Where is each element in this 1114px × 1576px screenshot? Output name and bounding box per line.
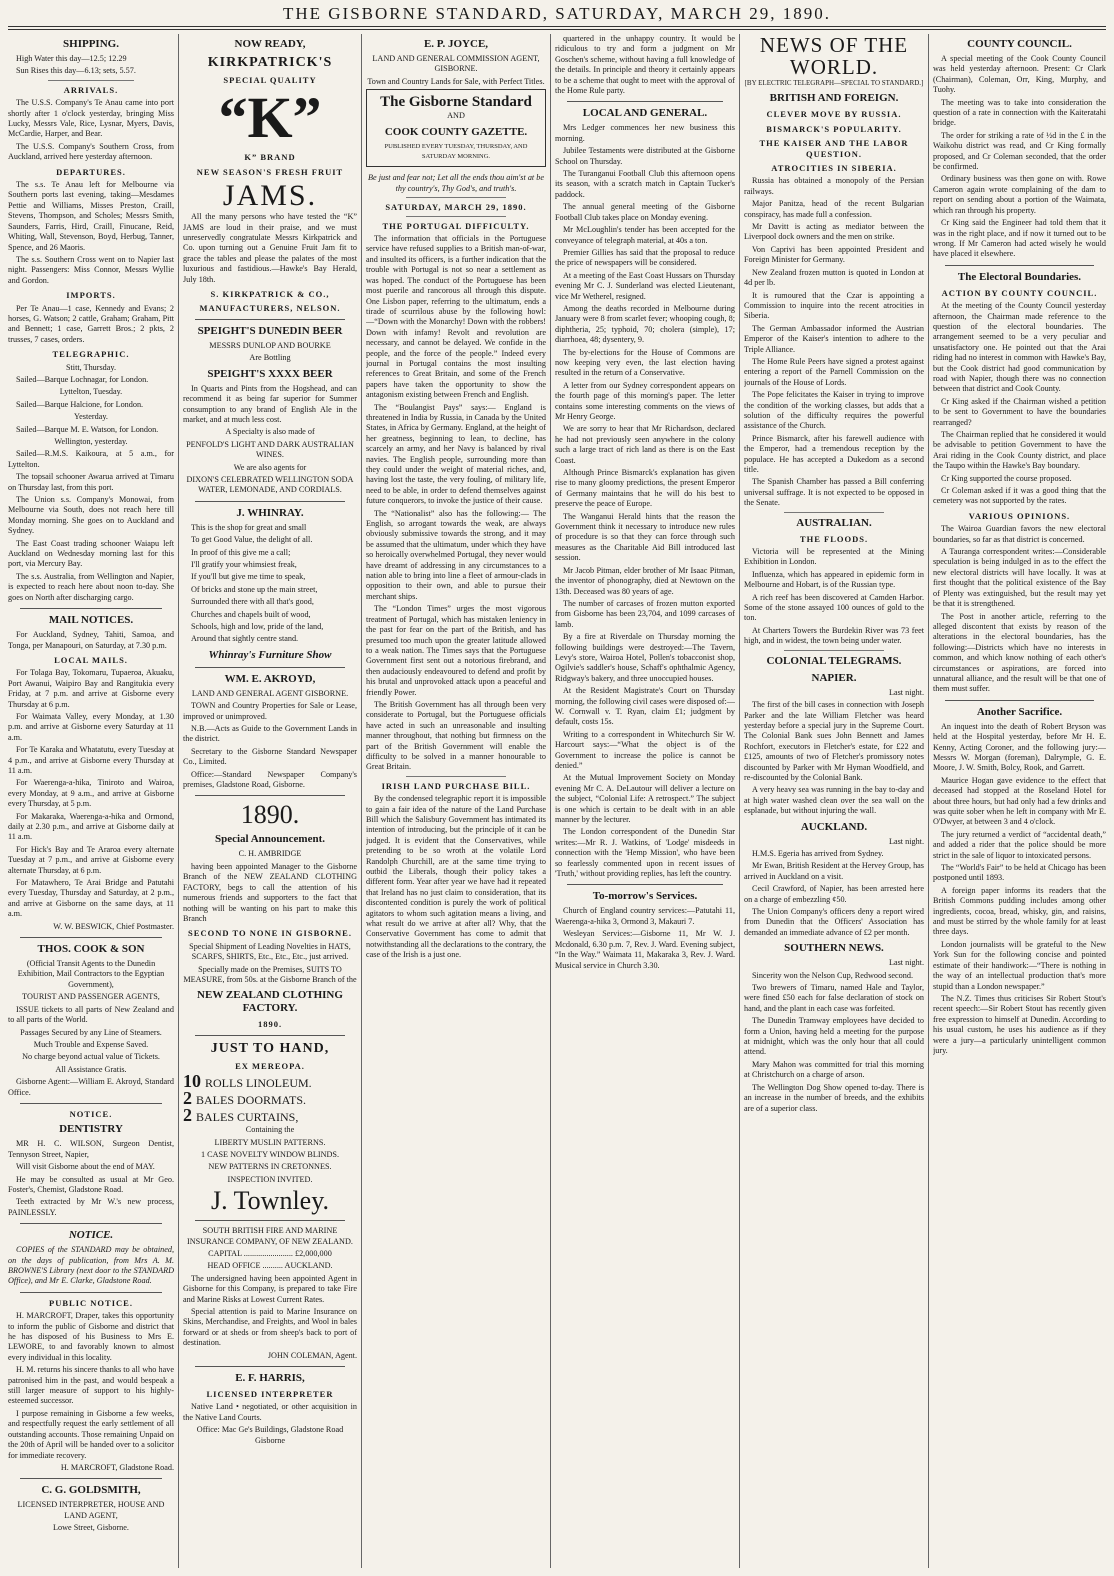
paragraph: A special meeting of the Cook County Council was held yesterday afternoon. Present: Cr Clark (Chairman), Coleman, Orr, King, Murphy, and Tuohy. xyxy=(933,54,1106,95)
paragraph: SOUTH BRITISH FIRE AND MARINE INSURANCE COMPANY, OF NEW ZEALAND. xyxy=(187,1226,353,1246)
paragraph: having been appointed Manager to the Gisborne Branch of the NEW ZEALAND CLOTHING FACTORY, begs to call the attention of his numerous friends and supporters to the fact that nothing will be wanting on his part to make this Branch xyxy=(183,861,357,923)
paragraph: The first of the bill cases in connection with Joseph Parker and the late William Fletcher was heard yesterday before a special jury in the Supreme Court. The Colonial Bank sues John Bennett and James Rochfort, executors in Fletcher's estate, for £22 and £125, amounts of two of Fletcher's promissory notes discounted by Parker with Mr Hyman Woodfield, and re-discounted by the Colonial Bank. xyxy=(744,700,924,782)
verse-line: Of bricks and stone up the main street, xyxy=(191,584,318,594)
ad-label: Whinray's Furniture Show xyxy=(208,648,332,661)
paragraph: Cr King supported the course proposed. xyxy=(941,473,1072,483)
verse-line: Churches and chapels built of wood, xyxy=(191,609,311,619)
paragraph: TOURIST AND PASSENGER AGENTS, xyxy=(22,992,160,1002)
paragraph: We are also agents for xyxy=(233,462,307,472)
ad-heading-harris: E. F. HARRIS, xyxy=(235,1372,305,1385)
paragraph: It is rumoured that the Czar is appointing a Commission to inquire into the recent atrocities in Siberia. xyxy=(744,290,924,321)
subheading: ATROCITIES IN SIBERIA. xyxy=(771,163,897,174)
paragraph: Among the deaths recorded in Melbourne during January were 8 from scarlet fever; whooping cough, 8; diphtheria, 25; typhoid, 70; cholera (simple), 17; diarrhoea, 48; dysentery, 9. xyxy=(555,303,735,345)
paragraph: The order for striking a rate of ½d in the £ in the Waikohu district was read, and Cr King formally proposed, and Cr Coleman seconded, that the order be confirmed. xyxy=(933,130,1106,172)
paragraph: A Tauranga correspondent writes:—Considerable speculation is being indulged in as to the effect the new electoral districts will have locally. It was at first thought that the political existence of the Bay of Plenty was extinguished, but the result may yet be that it is strengthened. xyxy=(933,547,1106,609)
paragraph: MESSRS DUNLOP AND BOURKE xyxy=(209,340,331,350)
verse-line: Around that sightly centre stand. xyxy=(191,634,299,644)
divider xyxy=(48,80,134,81)
divider xyxy=(406,776,506,777)
section-heading-shipping: SHIPPING. xyxy=(63,38,119,50)
paragraph: The Post in another article, referring to the alleged discontent that exists by reason of the alterations in the electoral boundaries, has the following:—Districts which have no interests in common, and which know nothing of each other's circumstances or aspirations, are forced into unnatural alliance, and the result will be that one of them must suffer. xyxy=(933,611,1106,694)
paragraph: The “London Times” urges the most vigorous treatment of Portugal, which has mistaken leniency in the past for fear on the part of the British, and has presumed too much upon the greater latitude allowed to a weak nation. The Times says that the Portuguese Government first sent out a notorious firebrand, and then audaciously endeavoured to defend and profit by his brutal and unprovoked attack upon a peaceful and friendly Power. xyxy=(366,604,546,697)
paragraph: INSPECTION INVITED. xyxy=(227,1174,313,1184)
subheading: BISMARCK'S POPULARITY. xyxy=(766,123,902,134)
verse-line: This is the shop for great and small xyxy=(191,522,307,532)
subheading-imports: IMPORTS. xyxy=(66,290,116,301)
verse-line: Surrounded there with all that's good, xyxy=(191,597,314,607)
paragraph: PENFOLD'S LIGHT AND DARK AUSTRALIAN WINES. xyxy=(186,439,354,460)
paragraph: Prince Bismarck, after his farewell audience with the Emperor, had a tremendous reception by the populace. He has accepted a Dukedom as a second title. xyxy=(744,433,924,474)
column-divider xyxy=(550,34,551,1568)
ad-heading-townley: J. Townley. xyxy=(210,1186,330,1216)
paragraph: CAPITAL ........................ £2,000,000 xyxy=(208,1249,332,1258)
paragraph: Although Prince Bismarck's explanation has given rise to many gloomy predictions, the present Emperor of Germany maintains that he will do his best to preserve the peace of Europe. xyxy=(555,468,735,509)
paragraph: Victoria will be represented at the Mining Exhibition in London. xyxy=(744,547,924,567)
ad-heading-jams: JAMS. xyxy=(222,179,318,213)
divider xyxy=(567,101,723,102)
section-heading-sacrifice: Another Sacrifice. xyxy=(976,705,1063,718)
dateline: Last night. xyxy=(888,687,924,697)
dateline: Yesterday. xyxy=(74,412,108,422)
list-item xyxy=(183,1105,357,1126)
ad-heading-whinray: J. WHINRAY. xyxy=(236,506,304,519)
paragraph: At the Resident Magistrate's Court on Thursday morning, the following civil cases were disposed of:—W. Cornwall v. T. Ryan, claim £1; judgment by default, costs 15s. xyxy=(555,686,735,727)
paragraph: Wesleyan Services:—Gisborne 11, Mr W. J. Mcdonald, 6.30 p.m. 7, Rev. J. Ward. Evening subject, “In the Way.” Waimata 11, Makaraka 3, Rev. J. Ward. Musical service in Church 3.30. xyxy=(555,929,735,970)
article-heading-portugal: THE PORTUGAL DIFFICULTY. xyxy=(382,220,530,231)
ad-label: 1890. xyxy=(257,1019,283,1030)
masthead-rule-top xyxy=(8,26,1106,27)
paragraph: All Assistance Gratis. xyxy=(55,1064,127,1074)
paragraph: Passages Secured by any Line of Steamers. xyxy=(20,1027,162,1037)
divider xyxy=(20,1478,162,1479)
column-5 xyxy=(744,34,924,1568)
paragraph: Mr Ewan, British Resident at the Hervey Group, has arrived in Auckland on a visit. xyxy=(744,861,924,881)
verse-line: If you'll but give me time to speak, xyxy=(191,572,306,582)
column-divider xyxy=(361,34,362,1568)
paragraph: LIBERTY MUSLIN PATTERNS. xyxy=(214,1137,326,1147)
brand-letter: “K” xyxy=(218,85,322,151)
paragraph: For Te Karaka and Whatatutu, every Tuesday at 4 p.m., and arrive at Gisborne every Thursday at 11 a.m. xyxy=(8,745,174,775)
paragraph: Von Caprivi has been appointed President and Foreign Minister for Germany. xyxy=(744,244,924,265)
paragraph: Sailed—R.M.S. Kaikoura, at 5 a.m., for Lyttelton. xyxy=(8,449,174,469)
paragraph: New Zealand frozen mutton is quoted in London at 4d per lb. xyxy=(744,267,924,288)
paragraph: The Home Rule Peers have signed a protest against entering a report of the Parnell Commission on the journals of the House of Lords. xyxy=(744,356,924,387)
newspaper-nameplate xyxy=(366,89,546,167)
paragraph: Cr Coleman asked if it was a good thing that the cemetery was not supported by the rates. xyxy=(933,486,1106,506)
paragraph: DIXON'S CELEBRATED WELLINGTON SODA WATER, LEMONADE, AND CORDIALS. xyxy=(186,474,354,495)
paragraph: The jury returned a verdict of “accidental death,” and added a rider that the police should be more strict in the sale of liquor to intoxicated persons. xyxy=(933,829,1106,860)
column-divider xyxy=(928,34,929,1568)
paragraph: Sailed—Barque M. E. Watson, for London. xyxy=(16,424,159,434)
signature: W. W. BESWICK, Chief Postmaster. xyxy=(53,921,174,931)
item-label: BALES DOORMATS. xyxy=(196,1093,307,1108)
column-6 xyxy=(933,34,1106,1568)
year-heading: 1890. xyxy=(240,800,300,830)
ad-heading-just-to-hand: JUST TO HAND, xyxy=(210,1040,330,1056)
column-2 xyxy=(183,34,357,1568)
paragraph: At Charters Towers the Burdekin River was 73 feet high, and in widest, the town being under water. xyxy=(744,625,924,646)
ad-label: NEW ZEALAND CLOTHING FACTORY. xyxy=(197,989,343,1015)
column-divider xyxy=(739,34,740,1568)
paragraph: A letter from our Sydney correspondent appears on the fourth page of this morning's paper. The letter contains some interesting comments on the views of Mr Henry George. xyxy=(555,380,735,421)
paragraph: The s.s. Southern Cross went on to Napier last night. Passengers: Miss Connor, Messrs Wyllie and Gordon. xyxy=(8,254,174,285)
ad-label: SECOND TO NONE IN GISBORNE. xyxy=(188,928,352,939)
paragraph: HEAD OFFICE .......... AUCKLAND. xyxy=(207,1261,333,1271)
subheading-southern: SOUTHERN NEWS. xyxy=(784,942,884,955)
paper-subtitle: COOK COUNTY GAZETTE. xyxy=(384,125,528,138)
subheading: THE KAISER AND THE LABOR QUESTION. xyxy=(759,138,909,159)
verse-line: In proof of this give me a call; xyxy=(191,547,291,557)
subheading-various: VARIOUS OPINIONS. xyxy=(968,510,1071,521)
paragraph: For Matawhero, Te Arai Bridge and Patutahi every Tuesday, Thursday and Saturday, at 2 p.m., and arrive at Gisborne on the same days, at 11 a.m. xyxy=(8,878,174,919)
paragraph: Lowe Street, Gisborne. xyxy=(53,1523,129,1533)
paragraph: Writing to a correspondent in Whitechurch Sir W. Harcourt says:—“What the object is of the Government to increase the police is cannot be denied.” xyxy=(555,729,735,770)
ad-label: K” BRAND xyxy=(244,152,296,163)
paragraph: A foreign paper informs its readers that the British Commons pudding includes among other ingredients, cocoa, bread, whisky, gin, and raisins, and must be stirred by the whole family for at least three days. xyxy=(933,885,1106,937)
divider xyxy=(784,650,884,651)
paragraph: The Spanish Chamber has passed a Bill conferring universal suffrage. It is not expected to be opposed in the Senate. xyxy=(744,477,924,508)
item-count: 10 xyxy=(183,1071,201,1092)
masthead-rule-bottom xyxy=(8,29,1106,30)
paragraph: Special Shipment of Leading Novelties in HATS, SCARFS, SHIRTS, Etc., Etc., Etc., just arrived. xyxy=(189,941,351,962)
paragraph: Cr King said the Engineer had told them that it was in the right place, and if now it turned out to be wrong. If Mr Cameron had acted wisely he would have placed it elsewhere. xyxy=(933,218,1106,259)
motto: Be just and fear not; Let all the ends thou aim'st at be thy country's, Thy God's, and truth's. xyxy=(368,173,544,193)
list-item xyxy=(183,1071,357,1092)
paragraph: The Wairoa Guardian favors the new electoral boundaries, so far as that district is concerned. xyxy=(933,524,1106,544)
subheading-departures: DEPARTURES. xyxy=(56,166,126,177)
paragraph: Will visit Gisborne about the end of MAY. xyxy=(16,1162,155,1172)
paragraph: The N.Z. Times thus criticises Sir Robert Stout's recent speech:—Sir Robert Stout has recently given free expression to himself at Dunedin. According to his usual custom, he uses his audience as if they were a jury—a particularly unintelligent common jury. xyxy=(933,993,1106,1055)
ad-heading-dentistry: DENTISTRY xyxy=(59,1123,123,1136)
paragraph: LICENSED INTERPRETER, HOUSE AND LAND AGENT, xyxy=(17,1500,165,1520)
paragraph: The U.S.S. Company's Te Anau came into port shortly after 1 o'clock yesterday, bringing Miss Lucky, Messrs Vale, Rice, Lysnar, Myers, Davis, McCardie, Harper, and Bear. xyxy=(8,98,174,139)
paragraph: All the many persons who have tested the “K” JAMS are loud in their praise, and we must unreservedly congratulate Messrs Kirkpatrick and Co. upon turning out a Genuine Fruit Jam fit to grace the tables and please the palates of the most luxurious and fastidious.—Hawke's Bay Herald, July 18th. xyxy=(183,212,357,284)
paragraph: For Tolaga Bay, Tokomaru, Tupaeroa, Akuaku, Port Awanui, Waipiro Bay and Rangitukia every Friday, at 7 p.m. and arrive at Gisborne every Thursday at 6 p.m. xyxy=(8,668,174,709)
paragraph: In Quarts and Pints from the Hogshead, and can recommend it as being far superior for Summer consumption to any brand of English Ale in the market, and at much less cost. xyxy=(183,383,357,424)
paragraph: Gisborne Agent:—William E. Akroyd, Standard Office. xyxy=(8,1077,174,1097)
paragraph: Russia has obtained a monopoly of the Persian railways. xyxy=(744,176,924,196)
signature: H. MARCROFT, Gladstone Road. xyxy=(60,1462,174,1472)
paragraph: Mr McLoughlin's tender has been accepted for the conveyance of telegraph material, at 40s a ton. xyxy=(555,225,735,245)
paragraph: At a meeting of the East Coast Hussars on Thursday evening Mr C. J. Sunderland was elected Lieutenant, vice Mr Wetherel, resigned. xyxy=(555,270,735,301)
divider xyxy=(195,667,345,668)
item-label: BALES CURTAINS, xyxy=(196,1110,299,1125)
paragraph: Native Land • negotiated, or other acquisition in the Native Land Courts. xyxy=(183,1402,357,1422)
paragraph: The Wellington Dog Show opened to-day. There is an increase in the number of breeds, and the exhibits are of a superior class. xyxy=(744,1082,924,1113)
paragraph: The Union Company's officers deny a report wired from Dunedin that the Officers' Association has demanded an immediate advance of £2 per month. xyxy=(744,907,924,937)
paragraph: The Chairman replied that he considered it would be advisable to petition Government to have the Arai riding in the Cook County district, and place the Taupo within the Hawke's Bay boundary. xyxy=(933,430,1106,471)
column-4 xyxy=(555,34,735,1568)
paragraph: The topsail schooner Awarua arrived at Timaru on Thursday last, from this port. xyxy=(8,472,174,492)
section-heading-local: LOCAL AND GENERAL. xyxy=(582,107,708,120)
item-count: 2 xyxy=(183,1105,192,1126)
paragraph: Church of England country services:—Patutahi 11, Waerenga-a-hika 3, Ormond 3, Makauri 7. xyxy=(555,906,735,926)
paragraph: 1 CASE NOVELTY WINDOW BLINDS. xyxy=(200,1149,340,1159)
paragraph: The “Boulangist Pays” says:— England is threatened in India by Russia, in Canada by the United States, in Africa by Germany. England, at the height of her greatness, beginning to lean, to decline, has scarcely an army, and her Navy is balanced by rival navies. The English people, surrounding more than they could under the weight of material riches, and, having lost the taste, the very fouling, of military life, need to be able, in order to defend themselves against future conquerors, to invoke the justice of their cause. xyxy=(366,402,546,506)
paragraph: Cr King asked if the Chairman wished a petition to be sent to Government to have the boundaries rearranged? xyxy=(933,396,1106,427)
divider xyxy=(20,937,162,938)
dateline: SATURDAY, MARCH 29, 1890. xyxy=(385,202,527,213)
paragraph: The meeting was to take into consideration the question of a rate in connection with the Kaiteratahi bridge. xyxy=(933,97,1106,128)
tide-times: High Water this day—12.5; 12.29 xyxy=(16,54,127,63)
paragraph: The undersigned having been appointed Agent in Gisborne for this Company, is prepared to take Fire and Marine Risks at Lowest Current Rates. xyxy=(183,1273,357,1304)
paragraph: A rich reef has been discovered at Camden Harbor. Some of the stone assayed 100 ounces of gold to the ton. xyxy=(744,592,924,623)
paragraph: The s.s. Australia, from Wellington and Napier, is expected to reach here about noon to-day. She goes on North after discharging cargo. xyxy=(8,571,174,602)
subheading-napier: NAPIER. xyxy=(811,671,857,684)
paragraph: No charge beyond actual value of Tickets. xyxy=(22,1052,160,1062)
divider xyxy=(784,512,884,513)
divider xyxy=(195,1366,345,1367)
subheading-colonial: COLONIAL TELEGRAMS. xyxy=(766,654,902,667)
paper-title: The Gisborne Standard xyxy=(380,94,532,111)
ad-label: NEW SEASON'S FRESH FRUIT xyxy=(196,166,344,177)
signature: JOHN COLEMAN, Agent. xyxy=(267,1350,357,1360)
paragraph: H.M.S. Egeria has arrived from Sydney. xyxy=(752,848,884,858)
paragraph: The information that officials in the Portuguese service have refused supplies to a British man-of-war, and insulted its officers, is a further indication that the trouble with Portugal is not so near a settlement as was hoped. The conduct of the Portuguese has been most puerile and rancorous all through this dispute. One Lisbon paper, referring to the ultimatum, ends a tirade of scurrilous abuse by the following howl:—“Down with the Monarchy! Down with the robbers! Down with infamy! Revolt and revolution are necessary, and cannot be delayed. We confide in the people, and the force of the people.” Indeed every journal in Portugal contains the most insulting references to Great Britain, and some of the French papers have taken the opportunity to show the antagonism existing between French and English. xyxy=(366,234,546,400)
dateline: Stitt, Thursday. xyxy=(65,362,117,372)
paragraph: Town and Country Lands for Sale, with Perfect Titles. xyxy=(367,76,545,86)
paragraph: quartered in the unhappy country. It would be ridiculous to try and form a judgment on Mr Goschen's scheme, without having a full knowledge of the details. In principle and theory it certainly appears to be a scheme that ought to meet with the approval of the Home Rule party. xyxy=(555,34,735,96)
notice-heading: NOTICE. xyxy=(68,1229,114,1242)
paragraph: C. H. AMBRIDGE xyxy=(238,849,302,859)
ad-label: EX MEREOPA. xyxy=(235,1060,305,1071)
verse-line: To get Good Value, the delight of all. xyxy=(191,535,313,545)
ad-heading-cook: THOS. COOK & SON xyxy=(37,943,145,956)
paragraph: H. MARCROFT, Draper, takes this opportunity to inform the public of Gisborne and district that he has disposed of his Business to Mrs E. LEWORE, to and favorably known to almost every individual in this locality. xyxy=(8,1311,174,1362)
ad-heading-kirkpatrick: KIRKPATRICK'S xyxy=(207,55,333,70)
paragraph: Sailed—Barque Lochnagar, for London. xyxy=(16,374,149,384)
paragraph: Sailed—Barque Halcione, for London. xyxy=(16,399,144,409)
paragraph: Maurice Hogan gave evidence to the effect that deceased had stopped at the Roseland Hotel for about three hours, but had only had a few drinks and was quite sober when he left in company with Mr E. O'Dwyer, at between 3 and 4 o'clock. xyxy=(933,775,1106,827)
ad-heading-speight: SPEIGHT'S DUNEDIN BEER xyxy=(197,324,343,337)
paragraph: The by-elections for the House of Commons are now keeping very even, the last election having resulted in the return of a Conservative. xyxy=(555,347,735,378)
paragraph: For Hick's Bay and Te Araroa every alternate Tuesday at 7 p.m., and arrive at Gisborne every alternate Thursday, at 6 p.m. xyxy=(8,844,174,875)
paragraph: (Official Transit Agents to the Dunedin Exhibition, Mail Contractors to the Egyptian Government), xyxy=(17,959,165,989)
paragraph: At the Mutual Improvement Society on Monday evening Mr C. A. DeLautour will deliver a lecture on the subject, “Colonial Life: A retrospect.” The subject is one which is certain to be dealt with in an able manner by the lecturer. xyxy=(555,773,735,825)
paragraph: Mr Davitt is acting as mediator between the Liverpool dock owners and the men on strike. xyxy=(744,222,924,242)
ad-label: S. KIRKPATRICK & CO., xyxy=(210,289,330,300)
ad-heading-joyce: E. P. JOYCE, xyxy=(423,38,489,50)
paragraph: Influenza, which has appeared in epidemic form in Melbourne and Hobart, is of the Russian type. xyxy=(744,569,924,590)
paragraph: The Union s.s. Company's Monowai, from Melbourne via South, does not reach here till Monday morning. She goes on to Auckland and Sydney. xyxy=(8,495,174,536)
paragraph: The annual general meeting of the Gisborne Football Club takes place on Monday evening. xyxy=(555,202,735,222)
paragraph: A very heavy sea was running in the bay to-day and at high water washed clean over the sea wall on the esplanade, but without injuring the wall. xyxy=(744,785,924,816)
subheading-auckland: AUCKLAND. xyxy=(800,820,868,833)
ad-label: SPEIGHT'S XXXX BEER xyxy=(207,367,333,380)
subheading-british-foreign: BRITISH AND FOREIGN. xyxy=(769,92,899,105)
sun-times: Sun Rises this day—6.13; sets, 5.57. xyxy=(16,66,136,76)
ad-label: MANUFACTURERS, NELSON. xyxy=(199,303,341,314)
divider xyxy=(945,700,1094,701)
paragraph: The “Nationalist” also has the following:— The English, so arrogant towards the weak, are always obviously submissive towards the strong, and it may be assumed that the ultimatum, under which they have so heroically overwhelmed Portugal, they never would have dreamt of addressing in any circumstances to a nation able to bring into line a fleet of armour-clads in opposition to their own, and able to pursue their merchant ships. xyxy=(366,508,546,601)
paragraph: He may be consulted as usual at Mr Geo. Foster's, Chemist, Gladstone Road. xyxy=(8,1174,174,1194)
subheading-arrivals: ARRIVALS. xyxy=(63,84,119,95)
paragraph: The British Government has all through been very considerate to Portugal, but the Portuguese officials have acted in such an unreasonable and insulting manner throughout, that nothing but firmness on the part of the British Government will enable the difficulty to be solved in a manner honourable to Great Britain. xyxy=(366,699,546,772)
paragraph: The German Ambassador informed the Austrian Emperor of the Kaiser's intention to adhere to the Triple Alliance. xyxy=(744,323,924,354)
paragraph: Per Te Anau—1 case, Kennedy and Evans; 2 horses, G. Watson; 2 cattle, Graham; Graham, Pitt and Bennett; 1 case, Garrett Bros.; 2 pkts, 2 trusses, 7 cases, orders. xyxy=(8,303,174,344)
paragraph: We are sorry to hear that Mr Richardson, declared he had not previously seen anywhere in the colony such a large tract of rich land as there is on the East Coast. xyxy=(555,424,735,465)
ad-label: NOW READY, xyxy=(234,38,306,50)
paragraph: I purpose remaining in Gisborne a few weeks, and respectfully request the early settlement of all outstanding accounts. Those remaining Unpaid on the 20th of April will be handed over to a solicitor for immediate recovery. xyxy=(8,1408,174,1460)
paragraph: LAND AND GENERAL AGENT GISBORNE. xyxy=(191,688,349,698)
divider xyxy=(567,884,723,885)
item-label: ROLLS LINOLEUM. xyxy=(205,1076,312,1091)
paragraph: Sincerity won the Nelson Cup, Redwood second. xyxy=(752,970,913,980)
item-count: 2 xyxy=(183,1088,192,1109)
divider xyxy=(406,216,506,217)
paragraph: Mr Jacob Pitman, elder brother of Mr Isaac Pitman, the inventor of phonography, died at Newtown on the 13th. Deceased was 80 years of age. xyxy=(555,565,735,596)
paragraph: Special attention is paid to Marine Insurance on Skins, Merchandise, and Freights, and Wool in bales forward or at sheds or from sheep's back to port of destination. xyxy=(183,1307,357,1348)
paragraph: COPIES of the STANDARD may be obtained, on the days of publication, from Mrs A. M. BROWNE'S Library (next door to the STANDARD Office), and Mr E. Clarke, Gladstone Road. xyxy=(8,1245,174,1286)
ad-label: LICENSED INTERPRETER xyxy=(206,1389,334,1400)
masthead: THE GISBORNE STANDARD, SATURDAY, MARCH 29, 1890. xyxy=(282,4,832,23)
divider xyxy=(195,795,345,796)
divider xyxy=(20,1103,162,1104)
section-heading-services: To-morrow's Services. xyxy=(592,890,698,903)
divider xyxy=(195,1220,345,1221)
dateline: Lyttelton, Tuesday. xyxy=(59,387,123,397)
paragraph: The Turanganui Football Club this afternoon opens its season, with a scratch match in Captain Tucker's paddock. xyxy=(555,169,735,199)
paragraph: Much Trouble and Expense Saved. xyxy=(33,1039,149,1049)
column-3 xyxy=(366,34,546,1568)
paragraph: The s.s. Te Anau left for Melbourne via Southern ports last evening, taking—Mesdames Pettie and Williams, Misses Preston, Craill, Stevens, Thompson, and Scholes; Messrs Smith, Saunders, Farris, Hird, Craill, Finucane, Reid, Whiting, Wall, Stevenson, Boyd, Herbug, Tanner, Spence, and 26 Maoris. xyxy=(8,180,174,252)
paragraph: Office:—Standard Newspaper Company's premises, Gladstone Road, Gisborne. xyxy=(183,769,357,790)
paragraph: For Waerenga-a-hika, Tiniroto and Wairoa, every Monday, at 9 a.m., and arrive at Gisborne every Thursday, at 5 p.m. xyxy=(8,778,174,809)
paragraph: The “World's Fair” to be held at Chicago has been postponed until 1893. xyxy=(933,863,1106,883)
section-heading-news-of-world: NEWS OF THE WORLD. xyxy=(759,34,909,79)
dateline: Wellington, yesterday. xyxy=(54,437,128,446)
article-heading-irish-land: IRISH LAND PURCHASE BILL. xyxy=(381,780,531,791)
paragraph: An inquest into the death of Robert Bryson was held at the Hospital yesterday, before Mr H. E. Kenny, Acting Coroner, and the following jury:—Messrs W. Morgan (foreman), Dalrymple, G. E. Moore, J. W. Smith, Bolcy, Rook, and Garrett. xyxy=(933,721,1106,773)
paragraph: Specially made on the Premises, SUITS TO MEASURE, from 50s. at the Gisborne Branch of the xyxy=(183,964,357,984)
section-heading-mail: MAIL NOTICES. xyxy=(48,614,134,627)
dateline: Last night. xyxy=(888,958,924,968)
paragraph: Ordinary business was then gone on with. Rowe Cameron again wrote complaining of the dam to report on sending about a portion of the Waimata, which ran through his property. xyxy=(933,174,1106,215)
column-divider xyxy=(178,34,179,1568)
paragraph: The Dunedin Tramway employees have decided to form a Union, having held a meeting for the purpose at midnight, which was the only hour that all could attend. xyxy=(744,1016,924,1057)
paragraph: N.B.—Acts as Guide to the Government Lands in the district. xyxy=(183,724,357,744)
byline: [BY ELECTRIC TELEGRAPH—SPECIAL TO STANDARD.] xyxy=(744,79,924,87)
paragraph: The London correspondent of the Dunedin Star writes:—Mr R. J. Watkins, of 'Lodge' misdeeds in connection with the 'Hemp Mission', who have been so fearlessly commented upon in recent issues of 'Truth,' without providing replies, has left the country. xyxy=(555,827,735,879)
paragraph: ISSUE tickets to all parts of New Zealand and to all parts of the World. xyxy=(8,1004,174,1025)
notice-heading: NOTICE. xyxy=(69,1108,113,1119)
divider xyxy=(195,319,345,320)
ad-label: SPECIAL QUALITY xyxy=(223,75,317,85)
paragraph: NEW PATTERNS IN CRETONNES. xyxy=(208,1162,332,1172)
ad-heading-goldsmith: C. G. GOLDSMITH, xyxy=(41,1484,141,1497)
verse-line: I'll gratify your whimsiest freak, xyxy=(191,559,297,569)
divider xyxy=(20,1223,162,1224)
section-heading-electoral: The Electoral Boundaries. xyxy=(957,270,1082,283)
paragraph: H. M. returns his sincere thanks to all who have patronised him in the past, and would bespeak a still larger measure of support to his highly-esteemed successor. xyxy=(8,1365,174,1406)
paragraph: Are Bottling xyxy=(249,353,291,363)
paragraph: Premier Gillies has said that the proposal to reduce the price of newspapers will be considered. xyxy=(555,247,735,268)
ad-heading-akroyd: WM. E. AKROYD, xyxy=(224,672,316,685)
paper-and: AND xyxy=(447,111,465,121)
subheading: THE FLOODS. xyxy=(799,533,869,544)
divider xyxy=(406,197,506,198)
subheading-telegraphic: TELEGRAPHIC. xyxy=(52,349,130,360)
paragraph: London journalists will be grateful to the New York Sun for the following concise and pointed estimate of their handiwork:—“There is nothing in the way of an intellectual production that's more stupid than a London newspaper.” xyxy=(933,939,1106,991)
list-item xyxy=(183,1088,357,1109)
column-1 xyxy=(8,34,174,1568)
paragraph: The East Coast trading schooner Waiapu left Auckland on Wednesday morning last for this port, via Mercury Bay. xyxy=(8,538,174,569)
paragraph: For Makaraka, Waerenga-a-hika and Ormond, daily at 2.30 p.m., and arrive at Gisborne daily at 11 a.m. xyxy=(8,811,174,842)
divider xyxy=(945,265,1094,266)
paragraph: Mrs Ledger commences her new business this morning. xyxy=(555,123,735,143)
paragraph: Jubilee Testaments were distributed at the Gisborne School on Thursday. xyxy=(555,146,735,166)
verse-line: Schools, high and low, pride of the land, xyxy=(191,622,324,631)
paragraph: Office: Mac Ge's Buildings, Gladstone Road Gisborne xyxy=(196,1425,344,1445)
paragraph: By a fire at Riverdale on Thursday morning the following buildings were destroyed:—The Tavern, Levy's store, Wairoa Hotel, Pollen's tobacconist shop, Ogilvie's saddler's house, Schaff's ophthalmic Agency, Ridgway's bakery, and three unoccupied houses. xyxy=(555,632,735,683)
divider xyxy=(20,1292,162,1293)
subheading: CLEVER MOVE BY RUSSIA. xyxy=(766,109,902,120)
paragraph: Major Panitza, head of the recent Bulgarian conspiracy, has made full a confession. xyxy=(744,199,924,219)
paragraph: Two brewers of Timaru, named Hale and Taylor, were fined £50 each for false declaration of stock on hand, and the plant in each case was forfeited. xyxy=(744,983,924,1013)
paragraph: The Wanganui Herald hints that the reason the Government think it necessary to introduce new rules of procedure is so that they can force through such measures as the Charitable Aid Bill introduced last session. xyxy=(555,511,735,563)
subheading-australian: AUSTRALIAN. xyxy=(796,516,872,529)
paragraph: MR H. C. WILSON, Surgeon Dentist, Tennyson Street, Napier, xyxy=(8,1139,174,1159)
dateline: Last night. xyxy=(888,836,924,846)
subheading: ACTION BY COUNTY COUNCIL. xyxy=(941,287,1098,298)
paragraph: Cecil Crawford, of Napier, has been arrested here on a charge of embezzling ¢50. xyxy=(744,884,924,904)
paragraph: For Waimata Valley, every Monday, at 1.30 p.m. and arrive at Gisborne every Saturday at 11 a.m. xyxy=(8,711,174,742)
notice-heading: PUBLIC NOTICE. xyxy=(49,1297,133,1308)
section-heading-county-council: COUNTY COUNCIL. xyxy=(967,38,1072,50)
divider xyxy=(195,1035,345,1036)
ad-heading-special: Special Announcement. xyxy=(214,833,325,846)
paragraph: By the condensed telegraphic report it is impossible to gain a fair idea of the nature of the Land Purchase Bill which the Salisbury Government has intimated its intention of introducing, but the principle of it can be judged. It is evident that the Conservatives, while pretending to be so wroth at the volatile Lord Randolph Churchill, are at the same time trying to outbid the Liberals, though their policy takes a different form. Year after year we have had it repeated that Ireland has no just claim to consideration, that its discontented condition is purely the work of political agitators to whom such agitation means a living, and what result do we arrive at after all? Why, that the Conservative Government has come to admit that notwithstanding all the declarations to the contrary, the case of the Irish is a just one. xyxy=(366,794,546,960)
publication-days: PUBLISHED EVERY TUESDAY, THURSDAY, AND SATURDAY MORNING. xyxy=(384,142,528,161)
paragraph: The U.S.S. Company's Southern Cross, from Auckland, arrived here yesterday afternoon. xyxy=(8,141,174,162)
subheading-local-mails: LOCAL MAILS. xyxy=(54,654,128,665)
paragraph: Secretary to the Gisborne Standard Newspaper Co., Limited. xyxy=(183,746,357,767)
paragraph: At the meeting of the County Council yesterday afternoon, the Chairman made reference to the question of the electoral boundaries. The arrangement seemed to be a very peculiar and unsatisfactory one. He pointed out that the Arai riding had no interest in common with Hawke's Bay, but the Cook district had good communication by road with Napier, though there was no connection between that district and Cook County. xyxy=(933,301,1106,394)
paragraph: Mary Mahon was committed for trial this morning at Christchurch on a charge of arson. xyxy=(744,1059,924,1080)
paragraph: LAND AND GENERAL COMMISSION AGENT, GISBORNE. xyxy=(372,54,540,74)
paragraph: Teeth extracted by Mr W.'s new process, PAINLESSLY. xyxy=(8,1197,174,1217)
paragraph: For Auckland, Sydney, Tahiti, Samoa, and Tonga, per Manapouri, on Saturday, at 7.30 p.m. xyxy=(8,630,174,650)
paragraph: Containing the xyxy=(245,1125,295,1135)
divider xyxy=(195,501,345,502)
paragraph: The number of carcases of frozen mutton exported from Gisborne has been 23,704, and 1099 carcases of lamb. xyxy=(555,598,735,629)
paragraph: A Specialty is also made of xyxy=(225,427,315,437)
divider xyxy=(20,608,162,609)
paragraph: The Pope felicitates the Kaiser in trying to improve the condition of the working classes, but adds that a solution of the difficulty requires the powerful assistance of the Church. xyxy=(744,390,924,431)
paragraph: TOWN and Country Properties for Sale or Lease, improved or unimproved. xyxy=(183,701,357,721)
